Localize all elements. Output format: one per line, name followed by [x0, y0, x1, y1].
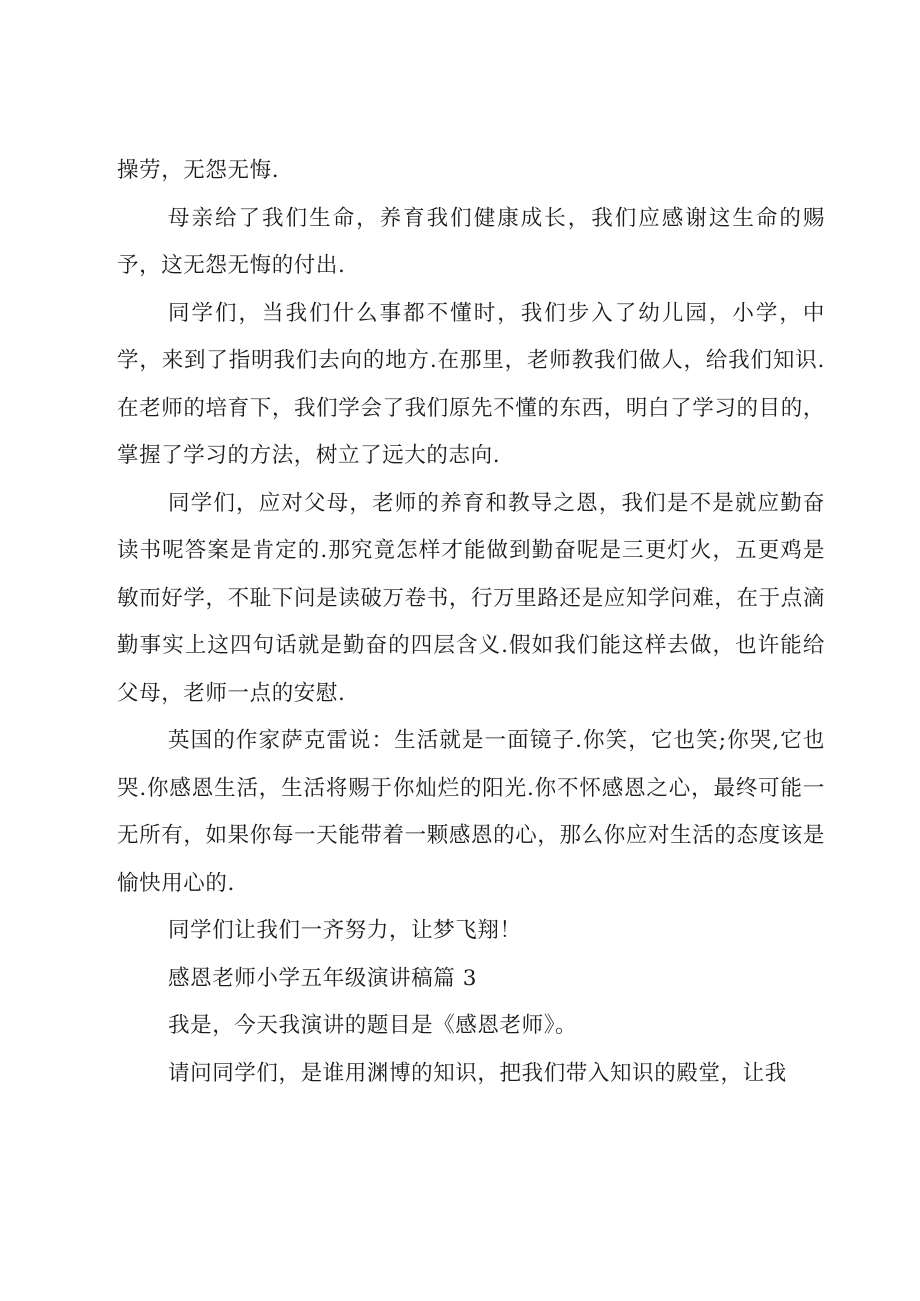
- paragraph-question: 请问同学们，是谁用渊博的知识，把我们带入知识的殿堂，让我: [168, 1060, 787, 1086]
- paragraph-school: 同学们，当我们什么事都不懂时，我们步入了幼儿园，小学，中学，来到了指明我们去向的地方.在那里，老师教我们做人，给我们知识.在老师的培育下，我们学会了我们原先不懂的东西，明白了学习的目的，掌握了学习的方法，树立了远大的志向.: [117, 300, 825, 468]
- paragraph-continuation: 操劳，无怨无悔.: [117, 158, 280, 183]
- section-title: 感恩老师小学五年级演讲稿篇 3: [168, 965, 478, 991]
- document-page: [117, 147, 825, 1097]
- paragraph-thackeray: 英国的作家萨克雷说：生活就是一面镜子.你笑，它也笑;你哭,它也哭.你感恩生活，生活将赐于你灿烂的阳光.你不怀感恩之心，最终可能一无所有，如果你每一天能带着一颗感恩的心，那么你应对生活的态度该是愉快用心的.: [117, 728, 825, 896]
- paragraph-closing: 同学们让我们一齐努力，让梦飞翔！: [168, 918, 522, 943]
- paragraph-mother: 母亲给了我们生命，养育我们健康成长，我们应感谢这生命的赐予，这无怨无悔的付出.: [117, 205, 825, 278]
- paragraph-intro: 我是，今天我演讲的题目是《感恩老师》。: [168, 1013, 578, 1038]
- paragraph-diligence: 同学们，应对父母，老师的养育和教导之恩，我们是不是就应勤奋读书呢答案是肯定的.那究竟怎样才能做到勤奋呢是三更灯火，五更鸡是敏而好学，不耻下问是读破万卷书，行万里路还是应知学问难，在于点滴勤事实上这四句话就是勤奋的四层含义.假如我们能这样去做，也许能给父母，老师一点的安慰.: [117, 490, 825, 706]
